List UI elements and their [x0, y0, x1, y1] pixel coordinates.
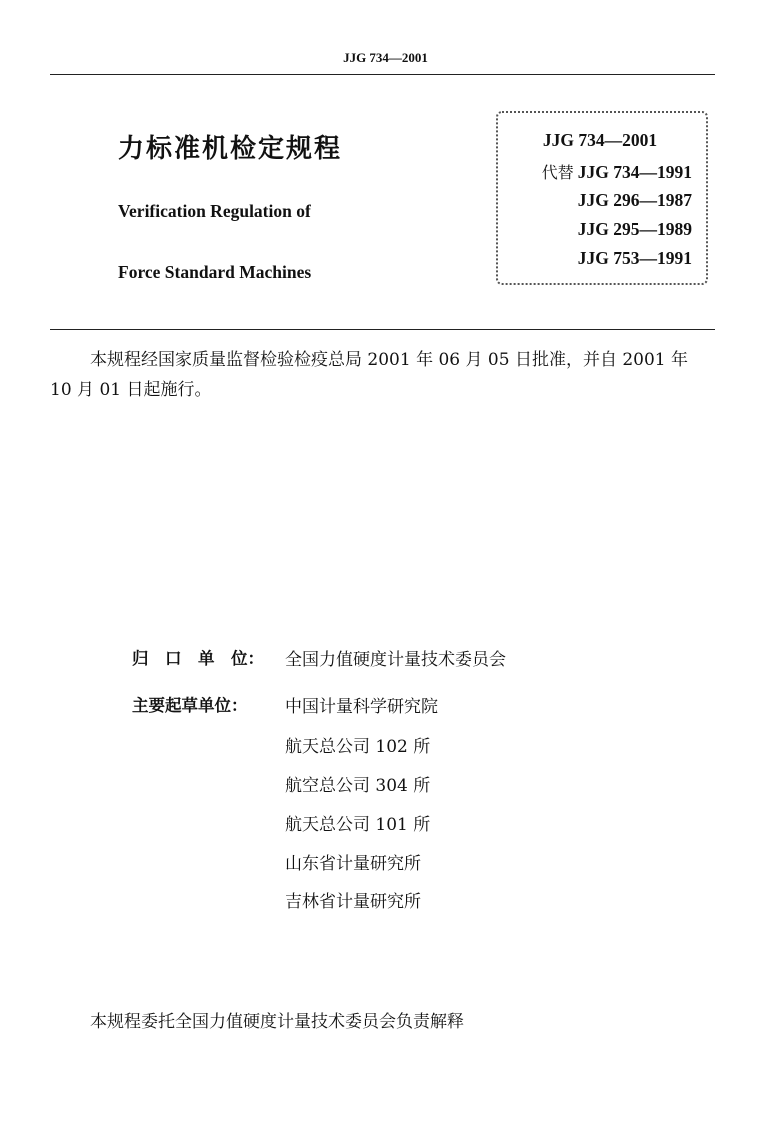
code-replaced-1 — [510, 160, 692, 183]
code-replaced-3: JJG 295—1989 — [577, 219, 692, 239]
code-replaced-value: JJG 734—1991 — [577, 162, 692, 182]
drafting-unit-2: 航天总公司 102 所 — [285, 737, 431, 757]
drafting-unit-4: 航天总公司 101 所 — [285, 815, 431, 835]
header-document-code: JJG 734—2001 — [343, 50, 428, 65]
drafting-unit-6: 吉林省计量研究所 — [285, 892, 421, 912]
code-main: JJG 734—2001 — [542, 130, 658, 150]
code-replaced-4: JJG 753—1991 — [577, 248, 692, 268]
title-english-line2: Force Standard Machines — [118, 262, 312, 282]
responsible-unit-value: 全国力值硬度计量技术委员会 — [285, 650, 506, 670]
drafting-unit-5: 山东省计量研究所 — [285, 854, 421, 874]
title-english-line1: Verification Regulation of — [118, 201, 311, 221]
code-replaced-2: JJG 296—1987 — [577, 190, 692, 210]
replaces-prefix: 代替 — [541, 163, 574, 182]
middle-rule — [50, 329, 715, 330]
responsible-unit-label: 归 口 单 位： — [132, 649, 264, 668]
top-rule — [50, 74, 715, 75]
drafting-unit-3: 航空总公司 304 所 — [285, 776, 431, 796]
drafting-unit-1: 中国计量科学研究院 — [285, 697, 438, 717]
approval-statement: 本规程经国家质量监督检验检疫总局 2001 年 06 月 05 日批准，并自 2001 年 10 月 01 日起施行。 — [50, 350, 689, 400]
interpretation-note: 本规程委托全国力值硬度计量技术委员会负责解释 — [90, 1012, 464, 1032]
title-chinese: 力标准机检定规程 — [118, 134, 343, 164]
drafting-unit-label: 主要起草单位： — [132, 696, 248, 715]
